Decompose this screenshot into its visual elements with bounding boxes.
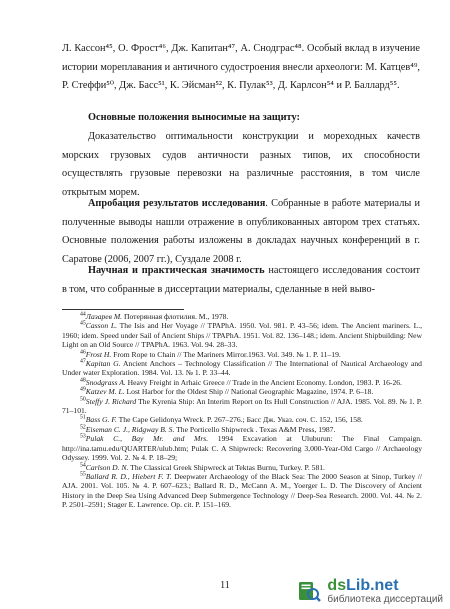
page-number: 11 (220, 580, 230, 591)
footnote-item: $^{44}$Лазарев М. Потерянная флотилия. М., 1978. (80, 311, 229, 321)
paragraph-text: настоящего исследования состоит в том, что собранные в диссертации материалы, сделанные в ней выво- (62, 265, 420, 295)
paragraph-text: Доказательство оптимальности конструкции и мореходных качеств морских грузовых судов античности разных типов, их способности осуществлять грузовые перевозки на различные расстояния, в том числе открытым морем. (62, 131, 420, 198)
footnote-item[interactable]: $^{53}$Pulak C., Bay Mr. and Mrs. 1994 Excavation at Uluburun: The Final Campaign. http://ina.tamu.edu/QUARTER/ulub.htm; Pulak C. A Shipwreck: Recovering 3,000-Year-Old Cargo // Archaeology Odyssey. 1999. Vol. 2. № 4. P. 18–29; (62, 433, 422, 463)
approbation-paragraph (62, 195, 420, 269)
intro-paragraph (62, 40, 420, 96)
footnote-item: $^{54}$Carlson D. N. The Classical Greek Shipwreck at Tektas Burnu, Turkey. P. 581. (80, 461, 325, 472)
footnote-item: $^{52}$Eiseman C. J., Ridgway B. S. The Porticello Shipwreck . Texas A&M Press, 1987. (80, 424, 336, 434)
section-heading (62, 112, 420, 123)
paragraph-text: Л. Кассон⁴⁵, О. Фрост⁴⁶, Дж. Капитан⁴⁷, А. Снодграс⁴⁸. Особый вклад в изучение истории мореплавания и античного судостроения внесли археологи: М. Катцев⁴⁹, Р. Стеффи⁵⁰, Дж. Басс⁵¹, К. Эйсман⁵², К. Пулак⁵³, Д. Карлсон⁵⁴ и Р. Баллард⁵⁵. (62, 43, 420, 92)
footnote-item: $^{50}$Steffy J. Richard The Kyrenia Ship: An Interim Report on Its Hull Construction // AJA. 1985. Vol. 89. № 1. P. 71–101. (62, 396, 422, 416)
bold-lead: Апробация результатов исследования (88, 198, 266, 209)
watermark-subtitle: библиотека диссертаций (327, 593, 443, 605)
thesis-paragraph (62, 128, 420, 202)
significance-paragraph (62, 262, 420, 299)
footnote-divider (62, 309, 184, 310)
watermark-brand: dsLib.net (327, 576, 399, 594)
footnote-item: $^{48}$Snodgrass A. Heavy Freight in Arhaic Greece // Trade in the Ancient Economy. London, 1983. P. 16-26. (80, 377, 402, 387)
heading-text: Основные положения выносимые на защиту: (88, 112, 300, 123)
footnote-item: $^{45}$Casson L. The Isis and Her Voyage // ТРАРhA. 1950. Vol. 981. P. 43–56; idem. The Ancient mariners. L., 1960; idem. Speed under Sail of Ancient Ships // ТРАРhA. 1951. Vol. 82. 136–148.; idem. Ancient Shipbuilding: New Light on an Old Source // ТРАРhA. 1963. Vol. 94. 28–33. (62, 320, 423, 350)
footnote-item: $^{47}$Kapitan G. Ancient Anchors – Technology Classification // The International of Nautical Archaeology and Under water Exploration. 1984. Vol. 13. № 1. P. 33–44. (62, 358, 422, 378)
bold-lead: Научная и практическая значимость (88, 265, 265, 276)
dslib-watermark[interactable] (293, 577, 446, 606)
footnote-item: $^{46}$Frost H. From Rope to Chain // The Mariners Mirror.1963. Vol. 349. № 1. P. 11–19. (80, 349, 341, 359)
paragraph-text: . Собранные в работе материалы и полученные выводы нашли отражение в опубликованных автором трех статьях. Основные положения работы изложены в докладах научных конференций в г. Саратове (2006, 2007 гг.), Суздале 2008 г. (62, 198, 420, 265)
footnote-item: $^{55}$Ballard R. D., Hiebert F. T. Deepwater Archaeology of the Black Sea: The 2000 Season at Sinop, Turkey // AJA. 2001. Vol. 105. № 4. P. 607–623.; Ballard R. D., McCann A. M., Yoerger L. D. The Discovery of Ancient History in the Deep Sea Using Advanced Deep Submergence Technology // Deep-Sea Research. 2000. Vol. 44. № 2. P. 2501–2591; Stager E. Lawrence. Op. cit. P. 151–169. (62, 471, 423, 510)
book-search-icon (296, 578, 322, 604)
footnote-item: $^{49}$Katzev M. L. Lost Harbor for the Oldest Ship // National Geographic Magazine, 1974. P. 6–18. (80, 386, 374, 397)
footnotes (62, 312, 422, 510)
footnote-item: $^{51}$Bass G. F. The Cape Gelidonya Wreck. P. 267–276.; Басс Дж. Указ. соч. С. 152, 156, 158. (80, 414, 363, 425)
